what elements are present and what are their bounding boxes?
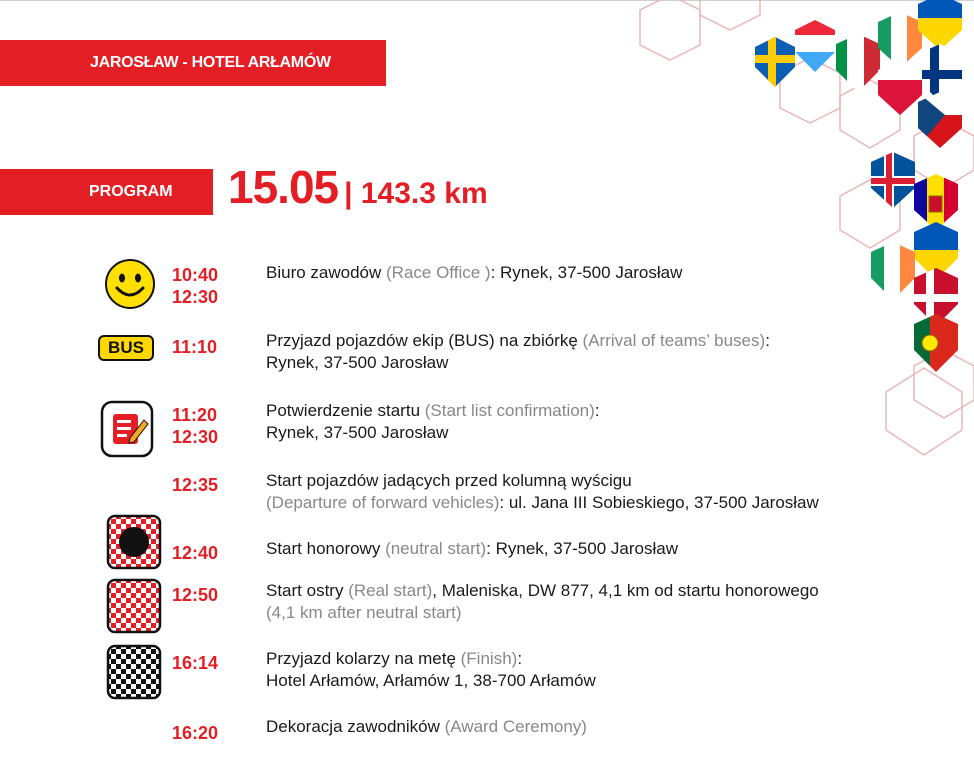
schedule-time: 11:20 12:30 [172,405,219,447]
schedule-time: 10:40 12:30 [172,265,219,307]
program-label-banner: PROGRAM [0,169,213,215]
stage-distance: | 143.3 km [344,177,488,210]
schedule-time: 16:14 [172,653,219,673]
bus-icon: BUS [98,335,154,361]
schedule-description: Przyjazd kolarzy na metę (Finish): Hotel Arłamów, Arłamów 1, 38-700 Arłamów [266,649,596,690]
smiley-icon [104,258,156,310]
real-start-flag-icon [106,578,162,634]
flags-hexagon-decoration [600,0,974,470]
schedule-description: Przyjazd pojazdów ekip (BUS) na zbiórkę (Arrival of teams’ buses): Rynek, 37-500 Jarosław [266,331,770,372]
schedule-time: 12:40 [172,543,219,563]
schedule-time: 12:35 [172,475,219,495]
stage-date-distance [228,161,488,213]
schedule-description: Start pojazdów jadących przed kolumną wyścigu (Departure of forward vehicles): ul. Jana III Sobieskiego, 37-500 Jarosław [266,471,819,512]
stage-date: 15.05 [228,161,339,213]
schedule-time: 16:20 [172,723,219,743]
neutral-start-flag-icon [106,514,162,570]
schedule-description: Potwierdzenie startu (Start list confirmation): Rynek, 37-500 Jarosław [266,401,600,442]
schedule-time: 11:10 [172,337,218,357]
schedule-description: Dekoracja zawodników (Award Ceremony) [266,717,587,736]
schedule-description: Start ostry (Real start), Maleniska, DW 877, 4,1 km od startu honorowego (4,1 km after neutral start) [266,581,819,622]
finish-flag-icon [106,644,162,700]
edit-note-icon [100,400,154,458]
schedule-description: Start honorowy (neutral start): Rynek, 37-500 Jarosław [266,539,678,558]
schedule-time: 12:50 [172,585,219,605]
schedule-description: Biuro zawodów (Race Office ): Rynek, 37-500 Jarosław [266,263,683,282]
location-banner: JAROSŁAW - HOTEL ARŁAMÓW [0,40,386,86]
